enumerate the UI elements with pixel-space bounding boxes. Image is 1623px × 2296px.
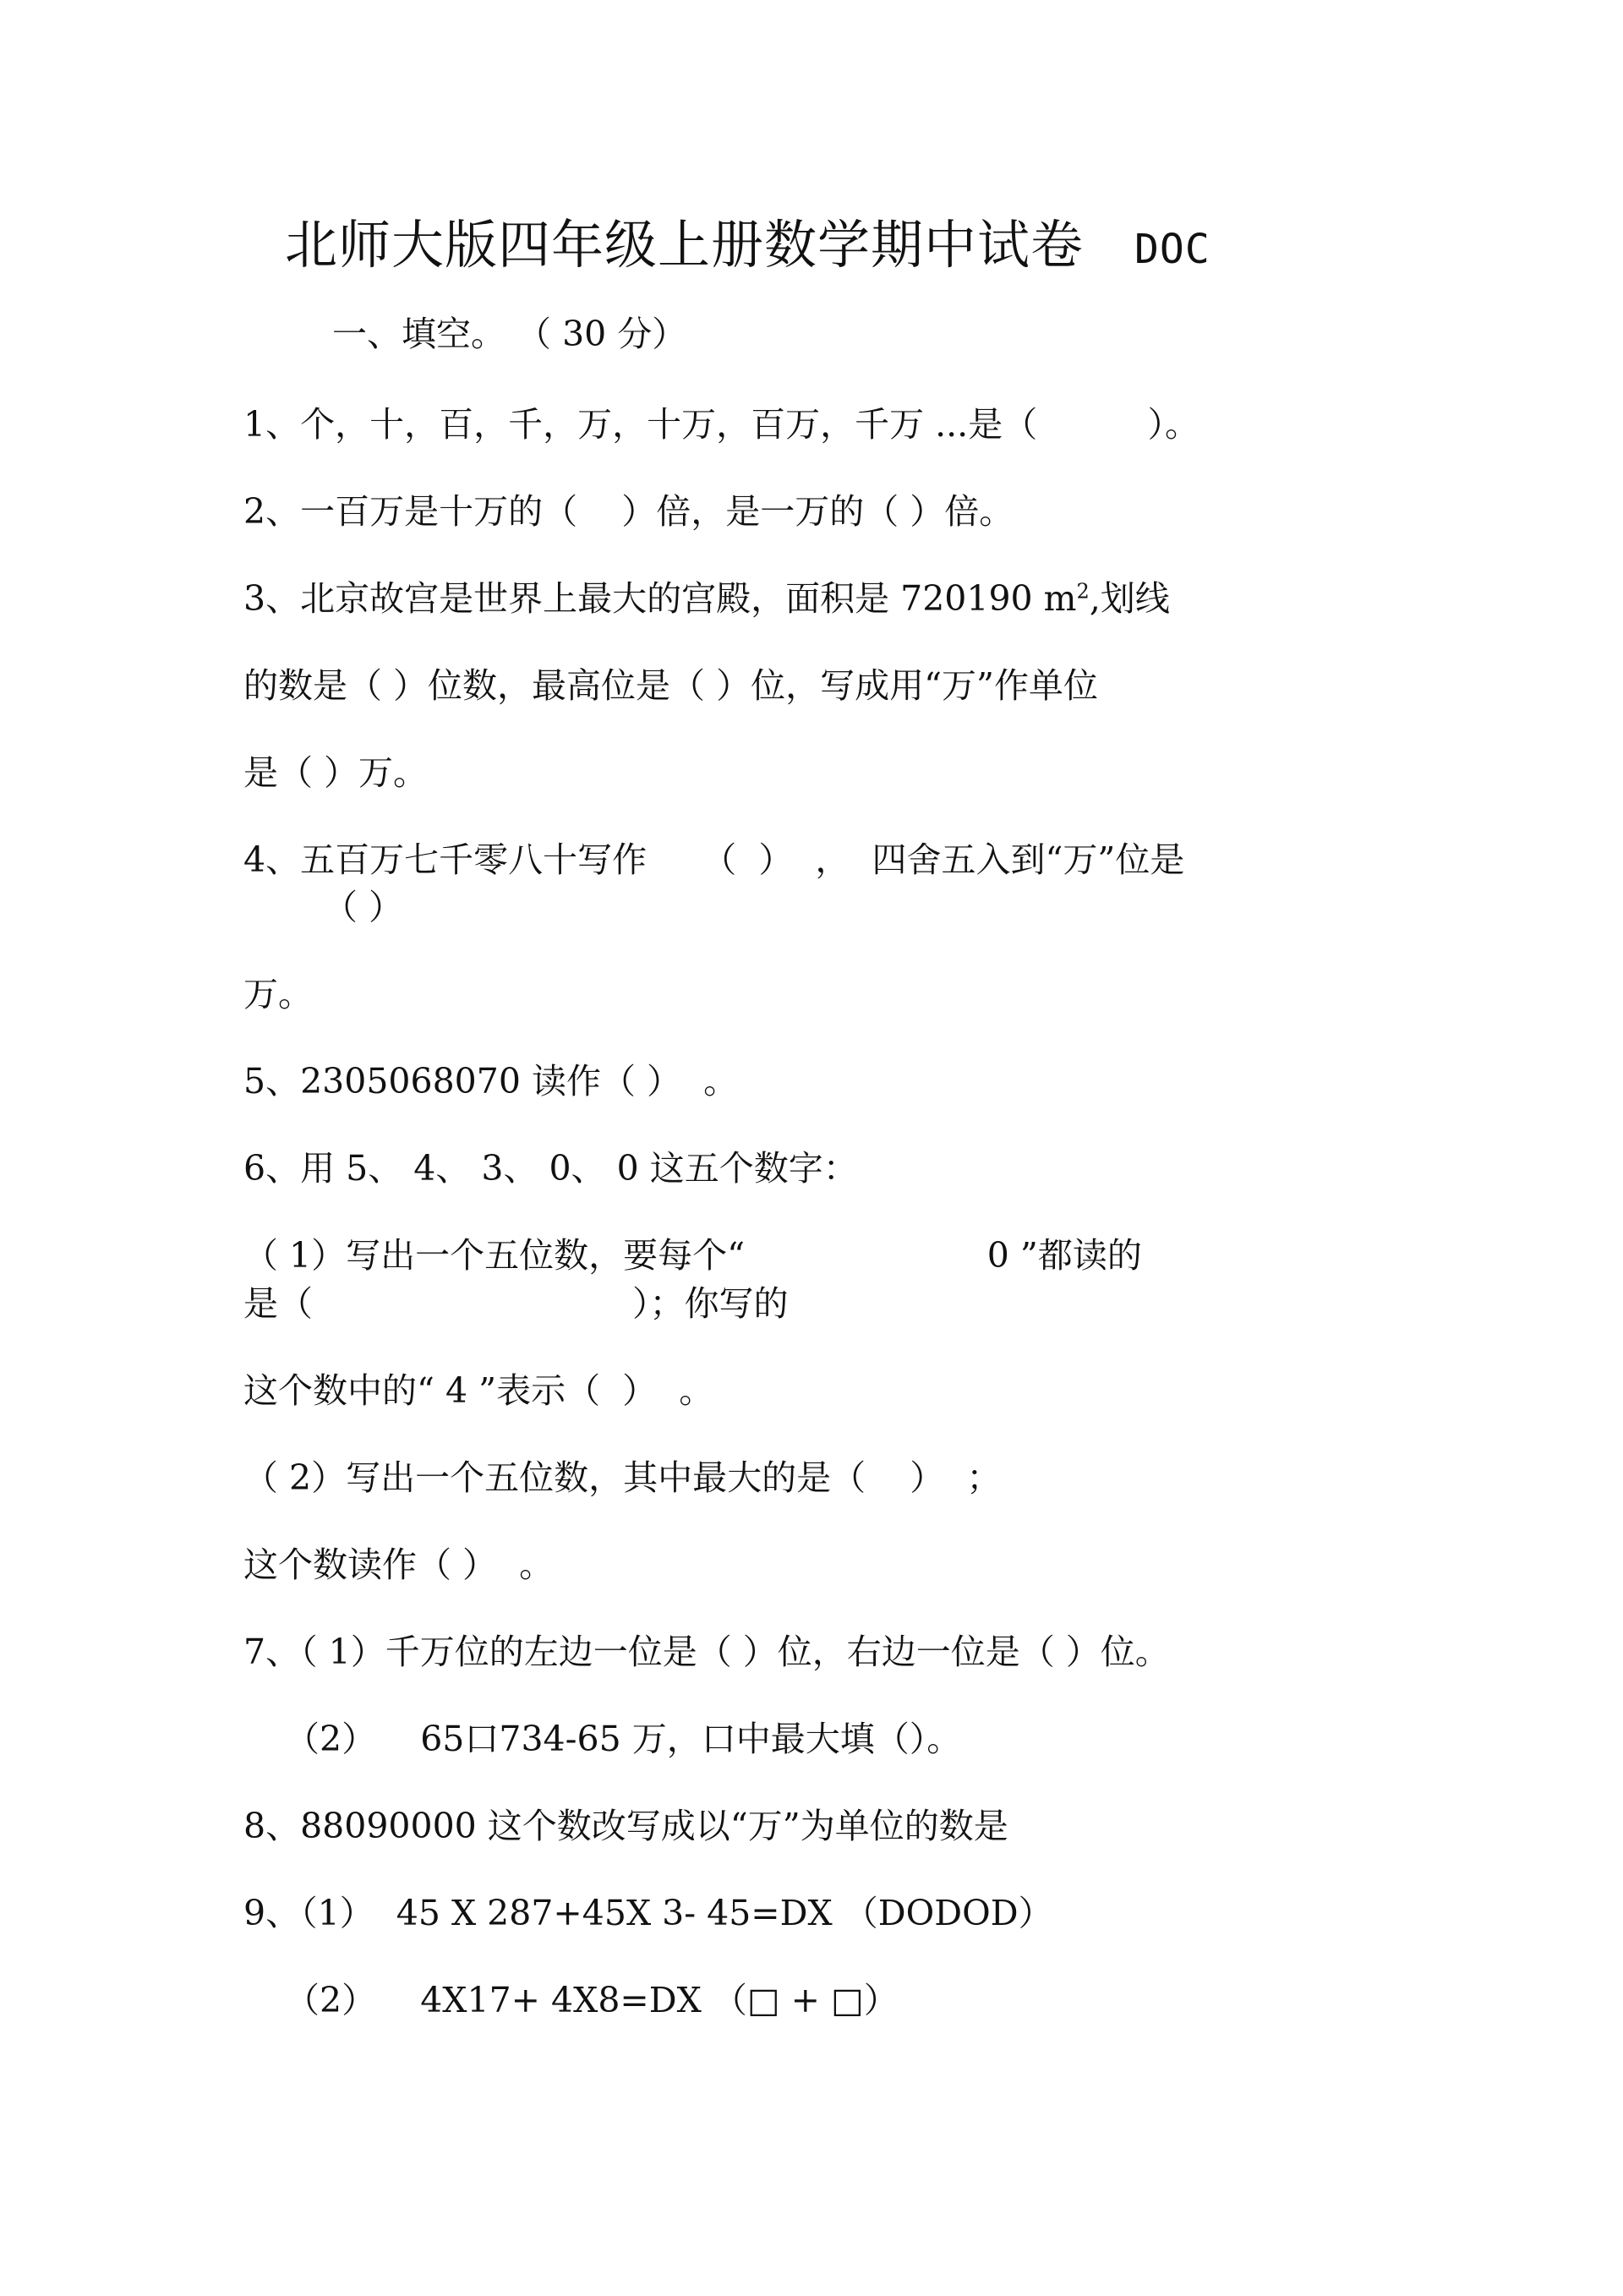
question-6-2-line-2: 这个数读作（ ） 。: [243, 1544, 555, 1585]
question-6-1-line-1: （ 1）写出一个五位数，要每个“ 0 ”都读的: [243, 1235, 1142, 1276]
question-7-2: （2） 65口734-65 万，口中最大填（）。: [285, 1719, 962, 1759]
title-tag: DOC: [1134, 226, 1210, 273]
superscript-2: 2: [1076, 579, 1090, 604]
question-4-line-3: 万。: [243, 974, 313, 1014]
question-3-line-3: 是（ ）万。: [243, 752, 429, 793]
question-6-1-line-3: 这个数中的“ 4 ”表示（ ） 。: [243, 1370, 714, 1411]
question-5: 5、2305068070 读作（ ） 。: [243, 1061, 739, 1102]
question-6-2-line-1: （ 2）写出一个五位数，其中最大的是（ ） ；: [243, 1457, 1002, 1498]
title-text: 北师大版四年级上册数学期中试卷: [285, 214, 1085, 276]
question-3-text: 3、北京故宫是世界上最大的宫殿，面积是 720190 m: [243, 578, 1077, 619]
section-heading: 一、填空。 （ 30 分）: [332, 314, 687, 354]
document-title: [285, 211, 1210, 283]
question-9-1: 9、（1） 45 X 287+45X 3- 45=DX （DODOD）: [243, 1893, 1053, 1933]
question-3-tail: ,划线: [1089, 578, 1170, 619]
question-4-line-2: （ ）: [323, 887, 404, 927]
question-9-2: （2） 4X17+ 4X8=DX （□ + □）: [285, 1980, 899, 2020]
question-2: 2、一百万是十万的（ ）倍，是一万的（ ）倍。: [243, 491, 1014, 532]
question-8: 8、88090000 这个数改写成以“万”为单位的数是: [243, 1806, 1008, 1846]
question-7-1: 7、（ 1）千万位的左边一位是（ ）位，右边一位是（ ）位。: [243, 1632, 1170, 1672]
question-6: 6、用 5、 4、 3、 0、 0 这五个数字：: [243, 1148, 858, 1189]
question-1: 1、个，十，百，千，万，十万，百万，千万 ...是（ ）。: [243, 404, 1200, 445]
question-4-line-1: 4、五百万七千零八十写作 （ ） ， 四舍五入到“万”位是: [243, 839, 1185, 880]
question-3-line-1: [243, 577, 1170, 620]
question-6-1-line-2: 是（ ）；你写的: [243, 1283, 789, 1324]
question-3-line-2: 的数是（ ）位数，最高位是（ ）位，写成用“万”作单位: [243, 665, 1098, 706]
